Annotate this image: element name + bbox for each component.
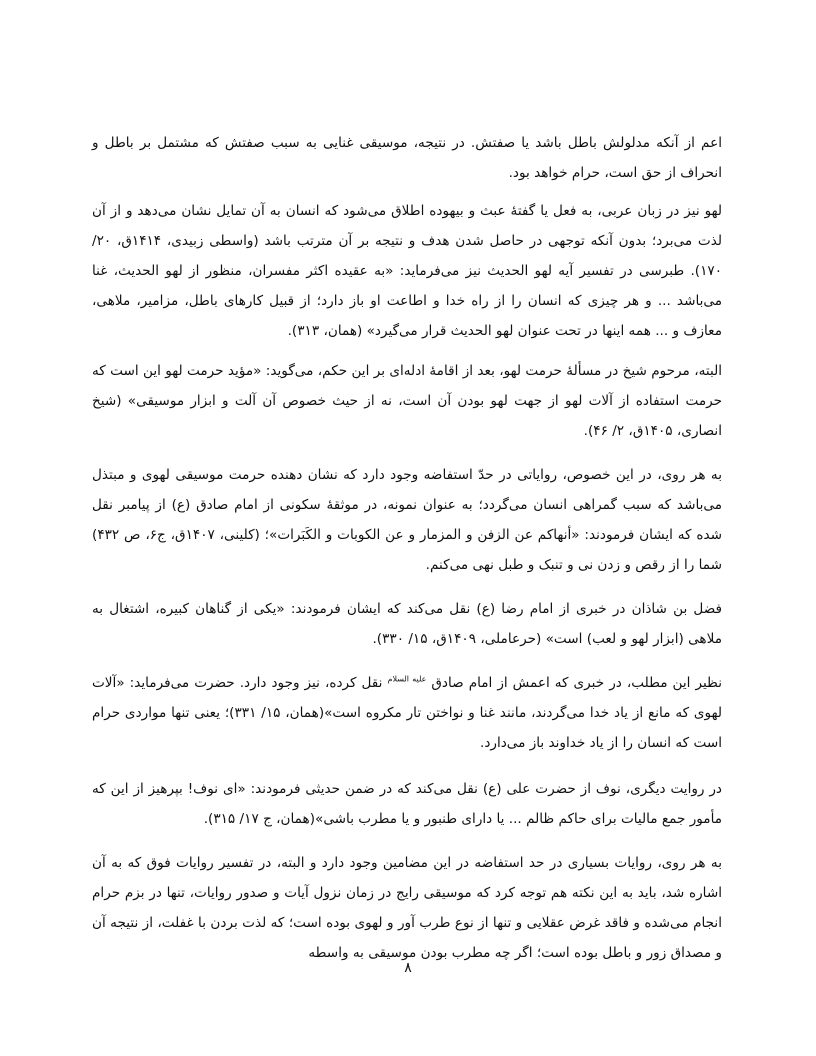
paragraph-2: لهو نیز در زبان عربی، به فعل یا گفتهٔ عبث و بیهوده اطلاق می‌شود که انسان به آن تمایل نشان می‌دهد و از آن لذت می‌برد؛ بدون آنکه توجهی در حاصل شدن هدف و نتیجه بر آن مترتب باشد (واسطی زبیدی، ۱۴۱۴ق، ۲۰/ ۱۷۰). طبرسی در تفسیر آیه لهو الحدیث نیز می‌فرماید: «به عقیده اکثر مفسران، منظور از لهو الحدیث، غنا می‌باشد ... و هر چیزی که انسان را از راه خدا و اطاعت او باز دارد؛ از قبیل کارهای باطل، مزامیر، ملاهی، معازف و ... همه اینها در تحت عنوان لهو الحدیث قرار می‌گیرد» (همان، ۳۱۳). [92, 203, 722, 339]
paragraph-6-after: نقل کرده، نیز وجود دارد. حضرت می‌فرماید: «آلات لهوی که مانع از یاد خدا می‌گردند، مانند غنا و نواختن تار مکروه است»(همان، ۱۵/ ۳۳۱)؛ یعنی تنها مواردی حرام است که انسان را از یاد خداوند باز می‌دارد. [92, 675, 722, 751]
body-text [92, 128, 722, 982]
page-number: ۸ [404, 960, 412, 976]
paragraph-1: اعم از آنکه مدلولش باطل باشد یا صفتش. در نتیجه، موسیقی غنایی به سبب صفتش که مشتمل بر باطل و انحراف از حق است، حرام خواهد بود. [92, 135, 722, 181]
honorific-superscript: علیه السلام [387, 674, 427, 684]
paragraph-7: در روایت دیگری، نوف از حضرت علی (ع) نقل می‌کند که در ضمن حدیثی فرمودند: «ای نوف! بپرهیز از این که مأمور جمع مالیات برای حاکم ظالم ... یا دارای طنبور و یا مطرب باشی»(همان، ج ۱۷/ ۳۱۵). [92, 781, 722, 827]
paragraph-5: فضل بن شاذان در خبری از امام رضا (ع) نقل می‌کند که ایشان فرمودند: «یکی از گناهان کبیره، اشتغال به ملاهی (ابزار لهو و لعب) است» (حرعاملی، ۱۴۰۹ق، ۱۵/ ۳۳۰). [92, 601, 722, 647]
paragraph-6-before: نظیر این مطلب، در خبری که اعمش از امام صادق [426, 675, 722, 691]
paragraph-3: البته، مرحوم شیخ در مسألهٔ حرمت لهو، بعد از اقامهٔ ادله‌ای بر این حکم، می‌گوید: «مؤید حرمت لهو این است که حرمت استفاده از آلات لهو از جهت لهو بودن آن است، نه از حیث خصوص آن آلت و ابزار موسیقی» (شیخ انصاری، ۱۴۰۵ق، ۲/ ۴۶). [92, 363, 722, 439]
paragraph-8: به هر روی، روایات بسیاری در حد استفاضه در این مضامین وجود دارد و البته، در تفسیر روایات فوق که به آن اشاره شد، باید به این نکته هم توجه کرد که موسیقی رایج در زمان نزول آیات و صدور روایات، تنها در بزم حرام انجام می‌شده و فاقد غرض عقلایی و تنها از نوع طرب آور و لهوی بوده است؛ که لذت بردن با غفلت، از نتیجه آن و مصداق زور و باطل بوده است؛ اگر چه مطرب بودن موسیقی به واسطه [92, 855, 722, 961]
paragraph-6 [92, 668, 722, 758]
paragraph-4: به هر روی، در این خصوص، روایاتی در حدّ استفاضه وجود دارد که نشان دهنده حرمت موسیقی لهوی و مبتذل می‌باشد که سبب گمراهی انسان می‌گردد؛ به عنوان نمونه، در موثقهٔ سکونی از امام صادق (ع) از پیامبر نقل شده که ایشان فرمودند: «أنهاکم عن الزفن و المزمار و عن الکوبات و الکَبَرات»؛ (کلینی، ۱۴۰۷ق، ج۶، ص ۴۳۲) شما را از رقص و زدن نی و تنبک و طبل نهی می‌کنم. [92, 467, 723, 573]
